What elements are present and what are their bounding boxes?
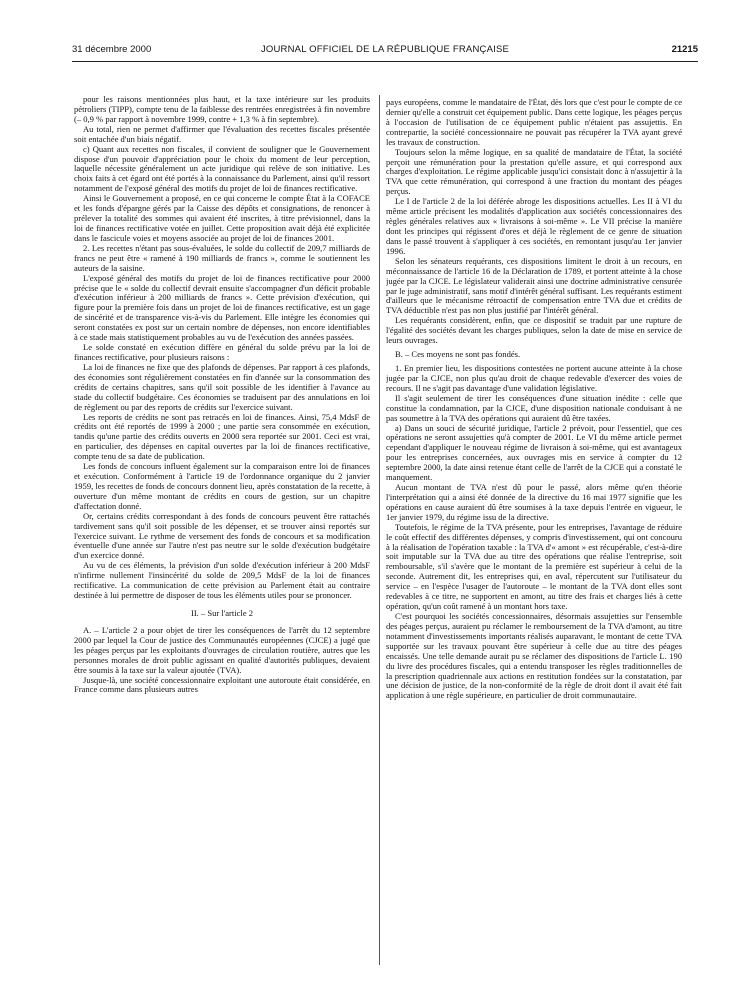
paragraph: 1. En premier lieu, les dispositions contestées ne portent aucune atteinte à la chose jugée par la CJCE, non plus qu'au droit de chaque redevable d'exercer des voies de recours. Il ne s'agit pas davantage d'une validation législative. [386,362,682,393]
paragraph: Ainsi le Gouvernement a proposé, en ce qui concerne le compte État à la COFACE et les fonds d'épargne gérés par la Caisse des dépôts et consignations, de renoncer à prélever la totalité des sommes qui avaient été inscrites, à titre prévisionnel, dans la loi de finances rectificative votée en juillet. Cette proposition avait déjà été explicitée dans le fascicule voies et moyens associée au projet de loi de finances 2001. [74,193,370,243]
subsection-heading: B. – Ces moyens ne sont pas fondés. [395,349,521,360]
left-column [74,95,370,975]
paragraph: Toujours selon la même logique, en sa qualité de mandataire de l'État, la société perçoit une rémunération pour la prestation qu'elle assure, et qui correspond aux charges d'exploitation. Le régime applicable jusqu'ici consistait donc à n'assujettir à la TVA que cette rémunération, qui correspond à une fraction du montant des péages perçus. [386,146,682,197]
paragraph: L'exposé général des motifs du projet de loi de finances rectificative pour 2000 précise que le « solde du collectif devrait ensuite s'accompagner d'un déficit probable d'exécution inférieur à 200 milliards de francs ». Cette prévision d'exécution, qui figure pour la première fois dans un projet de loi de finances rectificative, est un gage de sincérité et de transparence vis-à-vis du Parlement. Elle intègre les économies qui seront constatées ex post sur un certain nombre de dépenses, non encore identifiables à ce stade mais statistiquement probables au vu de l'exécution des années passées. [74,272,370,343]
paragraph: Au vu de ces éléments, la prévision d'un solde d'exécution inférieur à 200 MdsF n'infirme nullement l'insincérité du solde de 209,5 MdsF de la loi de finances rectificative. La communication de cette prévision au Parlement était au contraire destinée à lui permettre de disposer de tous les éléments utiles pour se prononcer. [74,560,370,601]
page-number: 21215 [671,44,698,55]
paragraph: c) Quant aux recettes non fiscales, il convient de souligner que le Gouvernement dispose d'un pouvoir d'appréciation pour le choix du moment de leur perception, laquelle nécessite généralement un acte juridique qui relève de son initiative. Les choix faits à cet égard ont été portés à la connaissance du Parlement, ainsi qu'il ressort notamment de l'exposé général des motifs du projet de loi de finances rectificative. [74,143,370,194]
section-heading: II. – Sur l'article 2 [190,608,254,619]
page-header [72,44,698,58]
header-date: 31 décembre 2000 [72,44,152,55]
paragraph: Il s'agit seulement de tirer les conséquences d'une situation inédite : celle que constitue la condamnation, par la CJCE, d'une disposition nationale conduisant à ne pas soumettre à la TVA des opérations qui auraient dû être taxées. [386,392,682,423]
paragraph: La loi de finances ne fixe que des plafonds de dépenses. Par rapport à ces plafonds, des économies sont régulièrement constatées en fin d'année sur la consommation des crédits de certains chapitres, sans qu'il soit possible de les identifier à l'avance au stade du collectif budgétaire. Ces économies se traduisent par des annulations en loi de règlement ou par des reports de crédits sur l'exercice suivant. [74,361,370,412]
paragraph: Le I de l'article 2 de la loi déférée abroge les dispositions actuelles. Les II à VI du même article précisent les modalités d'application aux sociétés concessionnaires des règles générales relatives aux « livraisons à soi-même ». Le VII précise la manière dont les principes qui régissent d'ores et déjà le règlement de ce genre de situation dans le passé trouvent à s'appliquer à ces sociétés, en remontant jusqu'au 1er janvier 1996. [386,196,682,256]
paragraph: pour les raisons mentionnées plus haut, et la taxe intérieure sur les produits pétroliers (TIPP), compte tenu de la faiblesse des rentrées enregistrées à fin novembre (– 0,9 % par rapport à novembre 1999, contre + 1,3 % à fin septembre). [74,95,370,124]
paragraph: Les requérants considèrent, enfin, que ce dispositif se traduit par une rupture de l'égalité des sociétés devant les charges publiques, selon la date de mise en service de leurs ouvrages. [386,315,682,346]
paragraph: pays européens, comme le mandataire de l'État, dès lors que c'est pour le compte de ce dernier qu'elle a construit cet équipement public. Dans cette logique, les péages perçus à l'occasion de l'utilisation de ce équipement public n'étaient pas assujettis. En contrepartie, la société concessionnaire ne pouvait pas récupérer la TVA ayant grevé les travaux de construction. [386,98,682,147]
paragraph: Au total, rien ne permet d'affirmer que l'évaluation des recettes fiscales présentée soit entachée d'un biais négatif. [74,123,370,144]
paragraph: Le solde constaté en exécution diffère en général du solde prévu par la loi de finances rectificative, pour plusieurs raisons : [74,342,370,362]
paragraph: C'est pourquoi les sociétés concessionnaires, désormais assujetties sur l'ensemble des péages perçus, auraient pu réclamer le remboursement de la TVA d'amont, au titre notamment d'investissements importants réalisés auparavant, le montant de cette TVA supportée sur les travaux pouvant être supérieur à celle due au titre des péages encaissés. Une telle demande aurait pu se réclamer des dispositions de l'article L. 190 du livre des procédures fiscales, qui a entendu transposer les règles traditionnelles de la prescription quadriennale aux actions en restitution fondées sur la constatation, par une décision de justice, de la non-conformité de la règle de droit dont il avait été fait application à une règle supérieure, en particulier de droit communautaire. [386,611,682,701]
paragraph: Les reports de crédits ne sont pas retracés en loi de finances. Ainsi, 75,4 MdsF de crédits ont été reportés de 1999 à 2000 ; une partie sera consommée en exécution, tandis qu'une partie des crédits ouverts en 2000 sera reportée sur 2001. Ceci est vrai, en particulier, des dépenses en capital ouvertes par la loi de finances rectificative, compte tenu de sa date de publication. [74,411,370,462]
right-column [386,98,682,978]
header-rule [72,61,698,62]
paragraph: 2. Les recettes n'étant pas sous-évaluées, le solde du collectif de 209,7 milliards de francs ne peut être « ramené à 190 milliards de francs », comme le soutiennent les auteurs de la saisine. [74,242,370,273]
journal-title: JOURNAL OFFICIEL DE LA RÉPUBLIQUE FRANÇAISE [260,44,510,55]
paragraph: Jusque-là, une société concessionnaire exploitant une autoroute était considérée, en France comme dans plusieurs autres [74,674,370,695]
paragraph: Selon les sénateurs requérants, ces dispositions limitent le droit à un recours, en méconnaissance de l'article 16 de la Déclaration de 1789, et portent atteinte à la chose jugée par la CJCE. Le législateur validerait ainsi une doctrine administrative censurée par le juge administratif, sans motif d'intérêt général suffisant. Les requérants estiment d'ailleurs que le mécanisme rétroactif de compensation entre TVA due et crédits de TVA déductible n'est pas non plus justifié par l'intérêt général. [386,255,682,316]
paragraph: a) Dans un souci de sécurité juridique, l'article 2 prévoit, pour l'essentiel, que ces opérations ne seront assujetties qu'à compter de 2001. Le VI du même article permet cependant d'appliquer le nouveau régime de livraison à soi-même, qui est avantageux pour les entreprises concernées, aux ouvrages mis en service à compter du 12 septembre 2000, la date ainsi retenue étant celle de l'arrêt de la CJCE qui a constaté le manquement. [386,422,682,483]
paragraph: Aucun montant de TVA n'est dû pour le passé, alors même qu'en théorie l'interprétation qui a ainsi été donnée de la directive du 16 mai 1977 signifie que les opérations en cause auraient dû être soumises à la taxe depuis l'entrée en vigueur, le 1er janvier 1979, du régime issu de la directive. [386,482,682,522]
paragraph: Or, certains crédits correspondant à des fonds de concours peuvent être rattachés tardivement sans qu'il soit possible de les dépenser, et se trouver ainsi reportés sur l'exercice suivant. Le rythme de versement des fonds de concours et sa modification éventuelle d'une année sur l'autre n'est pas neutre sur le solde d'exécution budgétaire d'un exercice donné. [74,510,370,561]
paragraph: Les fonds de concours influent également sur la comparaison entre loi de finances et exécution. Conformément à l'article 19 de l'ordonnance organique du 2 janvier 1959, les recettes de fonds de concours donnent lieu, après constatation de la recette, à ouverture d'un même montant de crédits en cours de gestion, sur un chapitre d'affectation donné. [74,461,370,511]
paragraph: Toutefois, le régime de la TVA présente, pour les entreprises, l'avantage de réduire le coût effectif des différentes dépenses, y compris d'investissement, qui ont concouru à la réalisation de l'opération taxable : la TVA d'« amont » est récupérable, c'est-à-dire soit imputable sur la TVA due au titre des opérations que réalise l'entreprise, soit remboursable, s'il s'avère que le montant de la première est supérieur à celui de la seconde. Autrement dit, les entreprises qui, en aval, répercutent sur l'utilisateur du service – en l'espèce l'usager de l'autoroute – le montant de la TVA dont elles sont redevables à ce titre, ne supportent en amont, au titre des frais et charges liés à cette opération, qu'un coût ramené à un montant hors taxe. [386,521,682,612]
paragraph: A. – L'article 2 a pour objet de tirer les conséquences de l'arrêt du 12 septembre 2000 par lequel la Cour de justice des Communautés européennes (CJCE) a jugé que les péages perçus par les exploitants d'ouvrages de circulation routière, autres que les personnes morales de droit public agissant en qualité d'autorités publiques, devaient être soumis à la taxe sur la valeur ajoutée (TVA). [74,624,370,675]
column-divider [379,95,380,965]
